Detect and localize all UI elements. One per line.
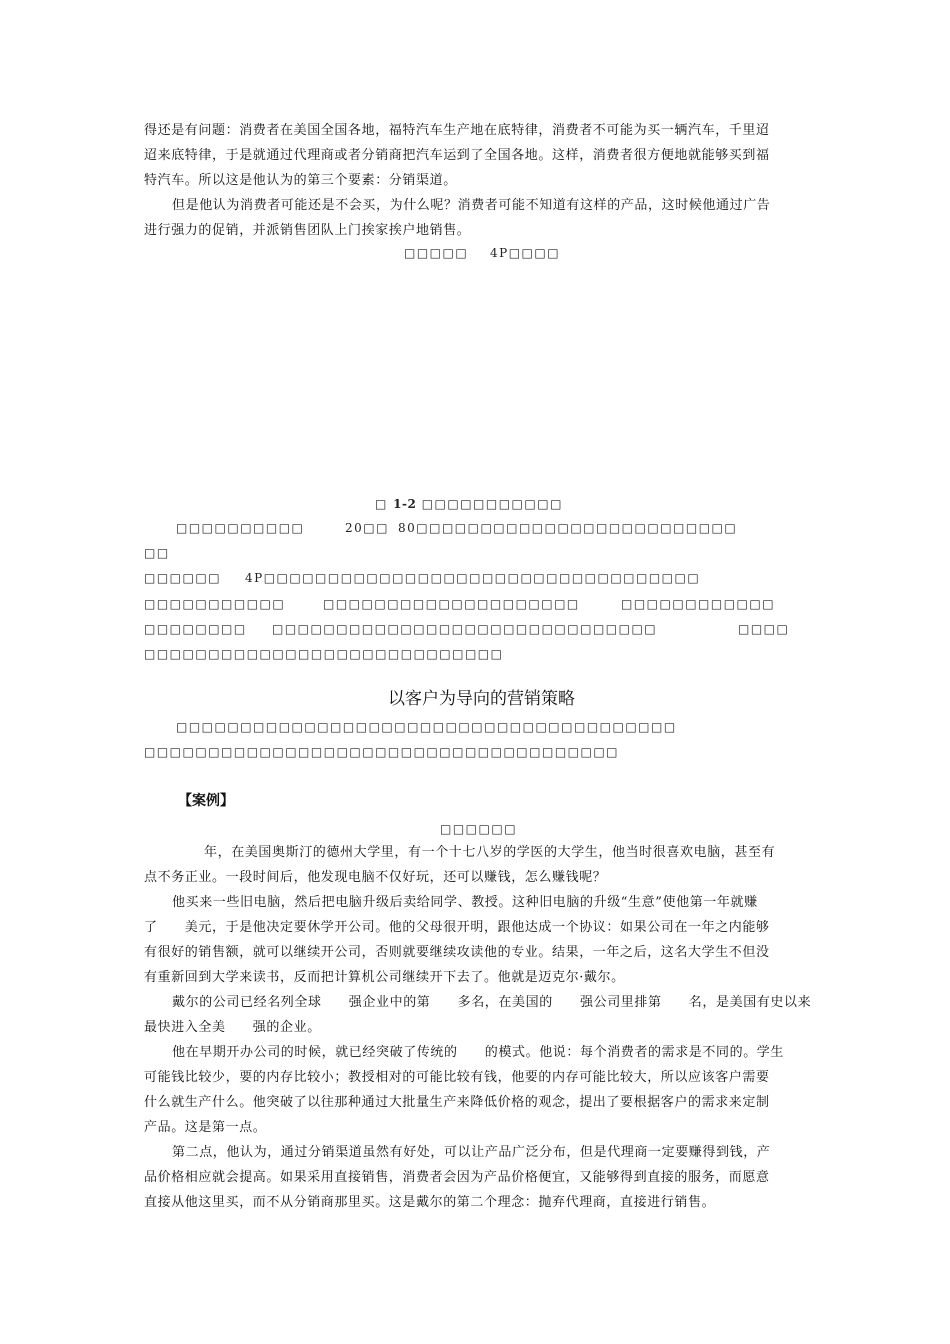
figure-placeholder xyxy=(142,268,808,488)
body-line: 产品。这是第一点。 xyxy=(144,1120,267,1135)
garbled-text: □□□□□□□□□□□ xyxy=(144,597,286,611)
garbled-text: □□□□□□□□□□□□□□□□□□□□□□□□□□□□ xyxy=(144,647,504,661)
body-line: 他在早期开办公司的时候，就已经突破了传统的 的模式。他说：每个消费者的需求是不同的。学生 xyxy=(172,1045,785,1060)
case-label: 【案例】 xyxy=(178,793,234,809)
body-line: 品价格相应就会提高。如果采用直接销售，消费者会因为产品价格便宜，又能够得到直接的服务，而愿意 xyxy=(144,1170,770,1185)
body-line: 他买来一些旧电脑，然后把电脑升级后卖给同学、教授。这种旧电脑的升级“生意”使他第一年就赚 xyxy=(172,895,758,910)
body-line: 特汽车。所以这是他认为的第三个要素：分销渠道。 xyxy=(144,173,457,188)
garbled-text: □□□□ xyxy=(738,622,790,636)
garbled-text: 80□□□□□□□□□□□□□□□□□□□□□□□□□ xyxy=(398,521,738,535)
garbled-text: 20□□ xyxy=(345,521,389,535)
garbled-text: □□□□□□□□□□□□□□□□□□□□□□□□□□□□□□□□□□□□□ xyxy=(144,745,620,759)
body-line: 年，在美国奥斯汀的德州大学里，有一个十七八岁的学医的大学生，他当时很喜欢电脑，甚至有 xyxy=(204,845,776,860)
garbled-text: □□□□□□□□□□□□□□□□□□□□□□□□□□□□□□ xyxy=(272,622,658,636)
garbled-text: □□□□□□□□□□ xyxy=(176,521,305,535)
garbled-text: □□□□□□ xyxy=(144,571,222,585)
body-line: 直接从他这里买，而不从分销商那里买。这是戴尔的第二个理念：抛弃代理商，直接进行销售。 xyxy=(144,1195,716,1210)
garbled-text: 4P□□□□□□□□□□□□□□□□□□□□□□□□□□□□□□□□□□ xyxy=(245,571,701,585)
garbled-text: □□□□□□□□ xyxy=(144,622,247,636)
body-line: 迢来底特律，于是就通过代理商或者分销商把汽车运到了全国各地。这样，消费者很方便地就能够买到福 xyxy=(144,148,770,163)
body-line: 最快进入全美 强的企业。 xyxy=(144,1020,321,1035)
caption-rest: □□□□□□□□□□□ xyxy=(421,497,563,511)
caption-number: 1-2 xyxy=(393,497,417,511)
body-line: 有很好的销售额，就可以继续开公司，否则就要继续攻读他的专业。结果，一年之后，这名大学生不但没 xyxy=(144,945,770,960)
body-line: 有重新回到大学来读书，反而把计算机公司继续开下去了。他就是迈克尔·戴尔。 xyxy=(144,970,625,985)
body-line: 得还是有问题：消费者在美国全国各地，福特汽车生产地在底特律，消费者不可能为买一辆汽车，千里迢 xyxy=(144,123,770,138)
body-line: 戴尔的公司已经名列全球 强企业中的第 多名，在美国的 强公司里排第 名，是美国有史以来 xyxy=(172,995,812,1010)
garbled-text: □□□□□□□□□□□□□□□□□□□□ xyxy=(323,597,580,611)
case-title: □□□□□□ xyxy=(440,822,518,836)
figure-caption xyxy=(375,496,563,512)
garbled-text: □□□□□□□□□□□□□□□□□□□□□□□□□□□□□□□□□□□□□□□ xyxy=(176,720,677,734)
body-line: 了 美元，于是他决定要休学开公司。他的父母很开明，跟他达成一个协议：如果公司在一年之内能够 xyxy=(144,920,770,935)
body-line: 点不务正业。一段时间后，他发现电脑不仅好玩，还可以赚钱，怎么赚钱呢？ xyxy=(144,870,607,885)
body-line: 进行强力的促销，并派销售团队上门挨家挨户地销售。 xyxy=(144,223,471,238)
garbled-text: □□□□□ xyxy=(404,246,469,260)
body-line: 什么就生产什么。他突破了以往那种通过大批量生产来降低价格的观念，提出了要根据客户的需求来定制 xyxy=(144,1095,770,1110)
body-line: 可能钱比较少，要的内存比较小；教授相对的可能比较有钱，他要的内存可能比较大，所以应该客户需要 xyxy=(144,1070,770,1085)
garbled-text: 4P□□□□ xyxy=(490,246,561,260)
body-line: 第二点，他认为，通过分销渠道虽然有好处，可以让产品广泛分布，但是代理商一定要赚得到钱，产 xyxy=(172,1145,771,1160)
section-heading: 以客户为导向的营销策略 xyxy=(388,689,575,709)
body-line: 但是他认为消费者可能还是不会买，为什么呢？消费者可能不知道有这样的产品，这时候他通过广告 xyxy=(172,198,771,213)
caption-prefix: □ xyxy=(375,497,388,511)
garbled-text: □□ xyxy=(144,546,170,560)
garbled-text: □□□□□□□□□□□□ xyxy=(621,597,776,611)
